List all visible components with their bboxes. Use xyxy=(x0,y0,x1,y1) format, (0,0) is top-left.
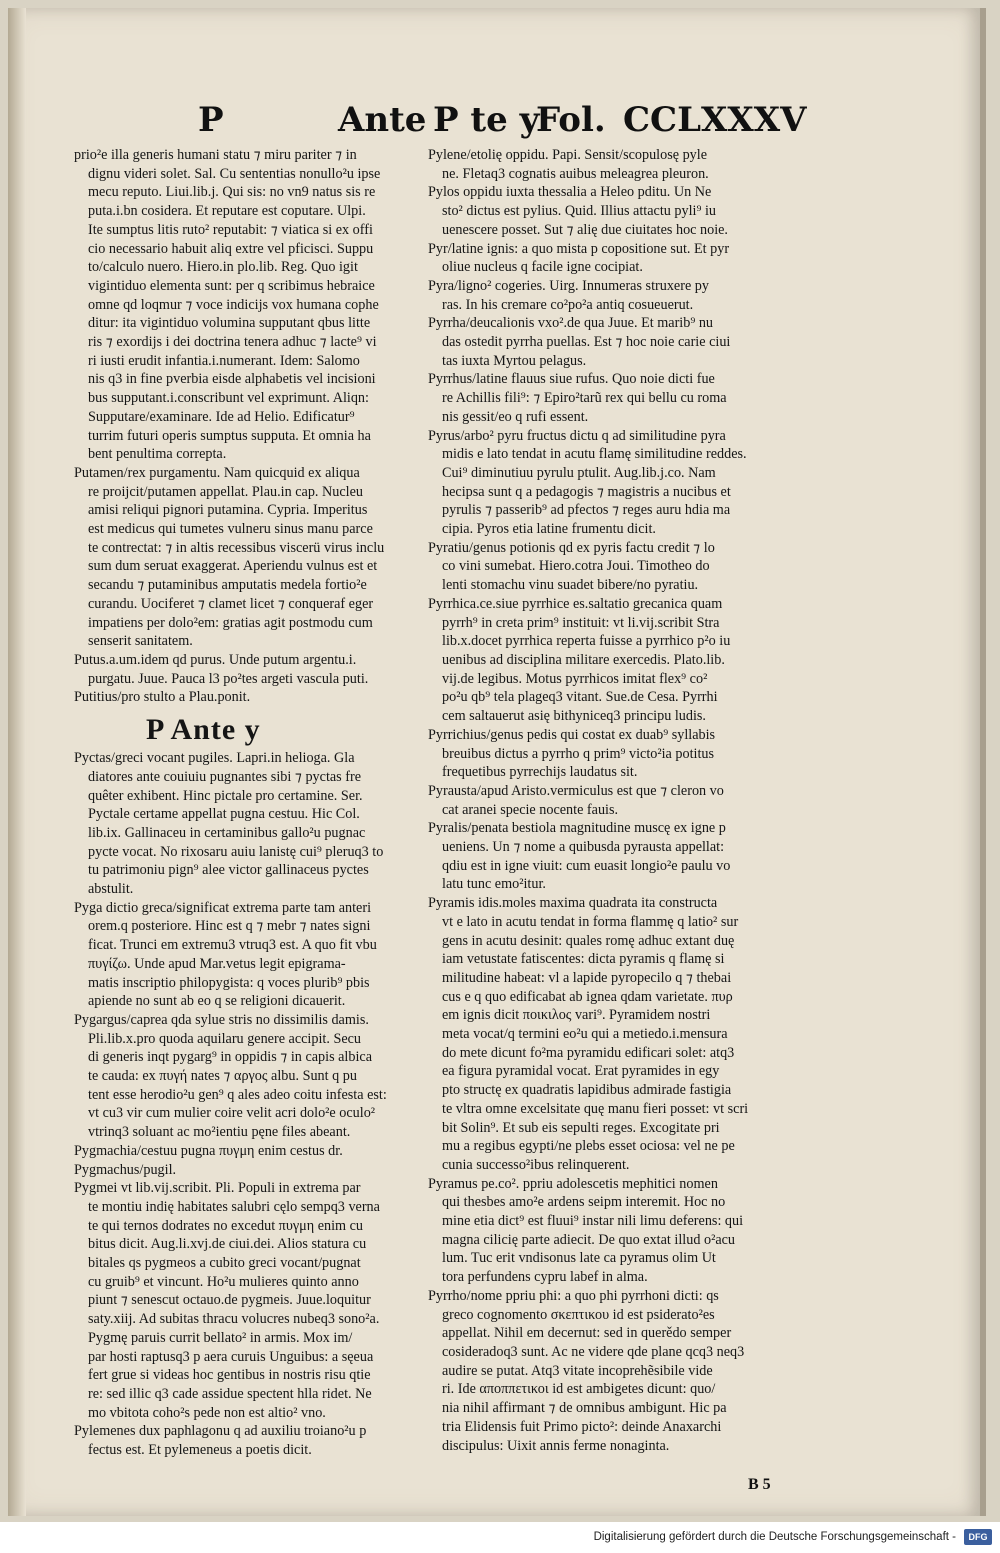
entry-line: uenibus ad disciplina militare exercedis. Plato.lib. xyxy=(442,651,725,668)
entry-line: qui thesbes amo²e ardens seipm interemit. Hoc no xyxy=(442,1194,726,1211)
entry-line: sto² dictus est pylius. Quid. Illius attactu pyli⁹ iu xyxy=(442,203,717,220)
entry-line: impatiens per dolo²em: gratias agit postmodu cum xyxy=(88,614,373,631)
dictionary-entry xyxy=(428,183,796,239)
dictionary-entry xyxy=(74,749,414,899)
entry-line: tent esse herodio²u gen⁹ q ales adeo coitu infesta est: xyxy=(88,1086,387,1103)
entry-line: em ignis dicit ποικιλος vari⁹. Pyramidem nostri xyxy=(442,1007,711,1024)
entry-line: Pyctale certame appellat pugna cestuu. Hic Col. xyxy=(88,806,360,823)
entry-line: vigintiduo elementa sunt: per q scribimus hebraice xyxy=(88,277,375,294)
entry-line: appellat. Nihil em decernut: sed in querědo semper xyxy=(442,1325,732,1342)
footer-text: Digitalisierung gefördert durch die Deutsche Forschungsgemeinschaft - xyxy=(593,1531,956,1543)
entry-line: mecu reputo. Liui.lib.j. Qui sis: no vn9 natus sis re xyxy=(88,184,376,201)
entry-line: Pyratiu/genus potionis qd ex pyris factu credit ⁊ lo xyxy=(428,539,715,556)
dictionary-entry xyxy=(428,1287,796,1455)
entry-line: fert grue si videas hoc gentibus in nostris risu qtie xyxy=(88,1367,371,1384)
entry-line: bus supputant.i.conscribunt vel exprimunt. Aliqn: xyxy=(88,390,369,407)
dictionary-entry xyxy=(428,595,796,726)
entry-line: bent penultima correpta. xyxy=(88,446,227,463)
entry-line: frequetibus pyrrechijs laudatus sit. xyxy=(442,764,638,781)
entry-line: quêter exhibent. Hinc pictale pro certamine. Ser. xyxy=(88,787,363,804)
entry-line: gens in acutu desinit: quales romę adhuc extant duę xyxy=(442,932,735,949)
dictionary-entry xyxy=(428,370,796,426)
entry-line: lib.ix. Gallinaceu in certaminibus gallo²u pugnac xyxy=(88,824,366,841)
entry-line: vt cu3 vir cum mulier coire velit acri dolo²e oculo² xyxy=(88,1105,376,1122)
entry-line: diatores ante couiuiu pugnantes sibi ⁊ pyctas fre xyxy=(88,768,361,785)
entry-line: Pyrrhus/latine flauus siue rufus. Quo noie dicti fue xyxy=(428,371,715,388)
entry-line: mu a regibus egypti/ne plebs esset ociosa: vel ne pe xyxy=(442,1138,735,1155)
entry-line: te cauda: ex πυγή nates ⁊ αργος albu. Sunt q pu xyxy=(88,1068,357,1085)
entry-line: purgatu. Juue. Pauca l3 po²tes argeti vascula puti. xyxy=(88,670,369,687)
entry-line: cu gruib⁹ et vincunt. Ho²u mulieres quinto anno xyxy=(88,1273,359,1290)
dictionary-entry xyxy=(74,464,414,651)
dictionary-entry xyxy=(428,427,796,539)
entry-line: breuibus dictus a pyrrho q prim⁹ victo²ia potitus xyxy=(442,745,715,762)
dictionary-entry xyxy=(74,651,414,688)
entry-line: po²u qb⁹ tela plageq3 vitant. Sue.de Cesa. Pyrrhi xyxy=(442,689,718,706)
dictionary-entry xyxy=(428,314,796,370)
entry-line: audire se putat. Atq3 vitate incoprehẽsibile vide xyxy=(442,1362,713,1379)
dictionary-entry xyxy=(74,1422,414,1459)
entry-line: ea figura pyramidal vocat. Erat pyramides in egy xyxy=(442,1063,720,1080)
entry-line: Putitius/pro stulto a Plau.ponit. xyxy=(74,689,251,706)
entry-line: Pygargus/caprea qda sylue stris no dissimilis damis. xyxy=(74,1011,369,1028)
entry-line: vij.de legibus. Motus pyrrhicos imitat flex⁹ co² xyxy=(442,670,708,687)
entry-line: cipia. Pyros etia latine frumentu dicit. xyxy=(442,521,656,538)
entry-line: cem saltauerut asię bithyniceq3 principu ludis. xyxy=(442,708,706,725)
entry-line: Putus.a.um.idem qd purus. Unde putum argentu.i. xyxy=(74,651,357,668)
entry-line: lenti stomachu vinu suadet bibere/no pyratiu. xyxy=(442,577,699,594)
entry-line: das ostedit pyrrha puellas. Est ⁊ hoc noie carie ciui xyxy=(442,334,731,351)
right-entries xyxy=(428,146,796,1455)
entry-line: prio²e illa generis humani statu ⁊ miru pariter ⁊ in xyxy=(74,147,357,163)
entry-line: Pygmei vt lib.vij.scribit. Pli. Populi in extrema par xyxy=(74,1180,361,1197)
entry-line: tas iuxta Myrtou pelagus. xyxy=(442,352,587,369)
entry-line: Pygmachus/pugil. xyxy=(74,1161,177,1178)
entry-line: discipulus: Uixit annis ferme nonaginta. xyxy=(442,1437,670,1454)
entry-line: Pyga dictio greca/significat extrema parte tam anteri xyxy=(74,899,372,916)
entry-line: senserit sanitatem. xyxy=(88,633,193,650)
dictionary-entry xyxy=(74,899,414,1011)
entry-line: saty.xiij. Ad subitas thracu volucres nubeq3 sono²a. xyxy=(88,1311,380,1328)
entry-line: pycte vocat. No rixosaru auiu lanistę cui⁹ pleruq3 to xyxy=(88,843,384,860)
entry-line: fectus est. Et pylemeneus a poetis dicit. xyxy=(88,1442,312,1459)
dictionary-entry xyxy=(74,688,414,707)
entry-line: mo vbitota coho²s pede non est altio² vno. xyxy=(88,1404,326,1421)
entry-line: magna cilicię parte adiecit. De quo extat illud o²acu xyxy=(442,1231,736,1248)
entry-line: ri. Ide αποππετικοι id est ambigetes dicunt: quo/ xyxy=(442,1381,716,1398)
entry-line: co vini sumebat. Hiero.cotra Joui. Timotheo do xyxy=(442,558,710,575)
entry-line: te vltra omne excelsitate quę manu fieri posset: vt scri xyxy=(442,1100,749,1117)
entry-line: Pyrus/arbo² pyru fructus dictu q ad similitudine pyra xyxy=(428,427,726,444)
entry-line: Pyralis/penata bestiola magnitudine muscę ex igne p xyxy=(428,820,726,837)
entry-line: vtrinq3 soluant ac mo²ientiu pęne files abeant. xyxy=(88,1124,351,1141)
entry-line: nia nihil affirmant ⁊ de omnibus ambigunt. Hic pa xyxy=(442,1400,727,1417)
entry-line: bitales qs pygmeos a cubito greci vocant/pugnat xyxy=(88,1255,361,1272)
entry-line: abstulit. xyxy=(88,881,134,898)
entry-line: Pyrausta/apud Aristo.vermiculus est que ⁊ cleron vo xyxy=(428,782,724,799)
entry-line: curandu. Uociferet ⁊ clamet licet ⁊ conqueraf eger xyxy=(88,595,374,612)
entry-line: pyrrh⁹ in creta prim⁹ instituit: vt li.vij.scribit Stra xyxy=(442,614,720,631)
entry-line: ditur: ita vigintiduo volumina supputant qbus litte xyxy=(88,315,371,332)
entry-line: meta vocat/q termini eo²u qui a metiedo.i.mensura xyxy=(442,1026,728,1043)
entry-line: par hosti raptusq3 p aera curuis Unguibus: a sęeua xyxy=(88,1348,374,1365)
entry-line: re proijcit/putamen appellat. Plau.in cap. Nucleu xyxy=(88,483,363,500)
entry-line: Pli.lib.x.pro quoda aquilaru genere accipit. Secu xyxy=(88,1030,362,1047)
dictionary-entry xyxy=(74,1011,414,1142)
entry-line: Pyrrha/deucalionis vxo².de qua Juue. Et marib⁹ nu xyxy=(428,315,714,332)
entry-line: re: sed illic q3 cade assidue spectent hlla ridet. Ne xyxy=(88,1386,372,1402)
entry-line: latu tunc emo²itur. xyxy=(442,876,546,893)
entry-line: qdiu est in igne viuit: cum euasit longio²e paulu vo xyxy=(442,857,731,874)
entry-line: ficat. Trunci em extremu3 vtruq3 est. A quo fit vbu xyxy=(88,937,377,954)
entry-line: Pyramis idis.moles maxima quadrata ita constructa xyxy=(428,895,718,912)
entry-line: piunt ⁊ senescut octauo.de pygmeis. Juue.loquitur xyxy=(88,1292,371,1309)
entry-line: vt e lato in acutu tendat in forma flammę q latio² sur xyxy=(442,913,739,930)
entry-line: te montiu indię habitates salubri cęlo sempq3 verna xyxy=(88,1198,380,1215)
header-letter-left: P xyxy=(198,100,224,140)
entry-line: lib.x.docet pyrrhica reperta fuisse a pyrrhico p²o iu xyxy=(442,633,731,650)
entry-line: ri iusti erudit infantia.i.numerant. Idem: Salomo xyxy=(88,352,360,369)
entry-line: Pyrrichius/genus pedis qui costat ex duab⁹ syllabis xyxy=(428,726,716,743)
entry-line: bitus dicit. Aug.li.xvj.de ciui.dei. Alios statura cu xyxy=(88,1236,367,1253)
header-letters-mid: P te y xyxy=(433,100,540,140)
entry-line: cunia successo²ibus relinquerent. xyxy=(442,1156,630,1173)
entry-line: orem.q posteriore. Hinc est q ⁊ mebr ⁊ nates signi xyxy=(88,918,371,935)
right-column xyxy=(428,146,796,1455)
entry-line: tu patrimoniu pign⁹ alee victor gallinaceus pyctes xyxy=(88,862,369,879)
entry-line: militudine habeat: vl a lapide pyropecilo q ⁊ thebai xyxy=(442,969,732,986)
entry-line: Supputare/examinare. Ide ad Helio. Edificatur⁹ xyxy=(88,408,355,425)
entry-line: Pygmachia/cestuu pugna πυγμη enim cestus dr. xyxy=(74,1142,343,1159)
header-folio-number: CCLXXXV xyxy=(623,100,807,140)
entry-line: te qui ternos dodrates no excedut πυγμη enim cu xyxy=(88,1217,364,1234)
dictionary-entry xyxy=(428,240,796,277)
entry-line: Pylemenes dux paphlagonu q ad auxiliu troiano²u p xyxy=(74,1423,367,1440)
entry-line: midis e lato tendat in acutu flamę similitudine reddes. xyxy=(442,446,747,463)
entry-line: secandu ⁊ putaminibus amputatis medela fortio²e xyxy=(88,577,367,594)
entry-line: ne. Fletaq3 cognatis auibus meleagrea pleuron. xyxy=(442,165,709,182)
header-ante: Ante xyxy=(338,100,427,140)
entry-line: amisi reliqui pignori putamina. Cypria. Imperitus xyxy=(88,502,368,519)
entry-line: Pyctas/greci vocant pugiles. Lapri.in helioga. Gla xyxy=(74,750,355,767)
entry-line: Pyrrhica.ce.siue pyrrhice es.saltatio grecanica quam xyxy=(428,595,723,612)
entry-line: Pylene/etolię oppidu. Papi. Sensit/scopulosę pyle xyxy=(428,147,707,163)
entry-line: uenescere posset. Sut ⁊ alię due ciuitates hoc noie. xyxy=(442,221,728,238)
entry-line: tora perfundens cypru labef in alma. xyxy=(442,1269,648,1286)
dictionary-entry xyxy=(428,894,796,1175)
entry-line: di generis inqt pygarg⁹ in oppidis ⁊ in capis albica xyxy=(88,1049,373,1066)
dictionary-entry xyxy=(428,819,796,894)
entry-line: ueniens. Un ⁊ nome a quibusda pyrausta appellat: xyxy=(442,839,725,856)
entry-line: cus e q quo edificabat ab ignea qdam varietate. πυρ xyxy=(442,988,733,1005)
entry-line: Pyr/latine ignis: a quo mista p copositione sut. Et pyr xyxy=(428,240,730,257)
entry-line: nis q3 in fine pverbia eisde alphabetis vel incisioni xyxy=(88,371,376,388)
dictionary-entry xyxy=(428,726,796,782)
entry-line: to/calculo nuero. Hiero.in plo.lib. Reg. Quo igit xyxy=(88,259,358,276)
entry-line: iam vetustate fatiscentes: dicta pyramis q flamę si xyxy=(442,951,725,968)
entry-line: bit Solin⁹. Et sub eis sepulti reges. Excogitate pri xyxy=(442,1119,720,1136)
dictionary-entry xyxy=(74,1179,414,1422)
entry-line: pto structę ex quadratis lapidibus admirade fastigia xyxy=(442,1082,732,1099)
left-entries xyxy=(74,146,414,707)
dfg-logo: DFG xyxy=(964,1529,992,1545)
entry-line: Ite sumptus litis ruto² reputabit: ⁊ viatica si ex offi xyxy=(88,221,373,238)
entry-line: nis gessit/eo q rufi essent. xyxy=(442,408,589,425)
entry-line: Pylos oppidu iuxta thessalia a Heleo pditu. Un Ne xyxy=(428,184,712,201)
entry-line: puta.i.bn cosidera. Et reputare est coputare. Ulpi. xyxy=(88,203,366,220)
entry-line: Cui⁹ diminutiuu pyrulu ptulit. Aug.lib.j.co. Nam xyxy=(442,464,716,481)
entry-line: mine etia dict⁹ est fluui⁹ instar nili limu deferens: qui xyxy=(442,1213,744,1230)
dictionary-entry xyxy=(428,277,796,314)
signature-mark: B 5 xyxy=(748,1476,771,1493)
entry-line: Pyramus pe.co². ppriu adolescetis mephitici nomen xyxy=(428,1175,718,1192)
entry-line: hecipsa sunt q a pedagogis ⁊ magistris a nucibus et xyxy=(442,483,731,500)
entry-line: matis inscriptio philopygista: q voces plurib⁹ pbis xyxy=(88,974,370,991)
entry-line: omne qd loqmur ⁊ voce indicijs vox humana cophe xyxy=(88,296,379,313)
dictionary-entry xyxy=(74,1142,414,1161)
running-header xyxy=(8,100,980,150)
entry-line: apiende no sunt ab eo q se religioni dicauerit. xyxy=(88,993,346,1010)
section-subheading: P Ante y xyxy=(146,713,261,747)
dictionary-entry xyxy=(428,1175,796,1287)
entry-line: cat aranei specie nocente fauis. xyxy=(442,801,619,818)
entry-line: te contrectat: ⁊ in altis recessibus viscerü virus inclu xyxy=(88,539,385,556)
entry-line: Pyra/ligno² cogeries. Uirg. Innumeras struxere py xyxy=(428,277,709,294)
entry-line: ris ⁊ exordijs i dei doctrina tenera adhuc ⁊ lacte⁹ vi xyxy=(88,334,377,351)
entry-line: πυγίζω. Unde apud Mar.vetus legit epigrama- xyxy=(88,955,346,972)
book-page xyxy=(8,8,986,1516)
entry-line: oliue nucleus q facile igne cocipiat. xyxy=(442,259,643,276)
entry-line: greco cognomento σκεπτικου id est psiderato²es xyxy=(442,1306,715,1323)
dictionary-entry xyxy=(74,1161,414,1180)
entry-line: tria Elidensis fuit Primo picto²: deinde Anaxarchi xyxy=(442,1418,722,1435)
entry-line: pyrulis ⁊ passerib⁹ ad pfectos ⁊ reges auru hdia ma xyxy=(442,502,731,519)
entry-line: ras. In his cremare co²po²a antiq cosueuerut. xyxy=(442,296,694,313)
entry-line: sum dum seruat exaggerat. Aperiendu vulnus est et xyxy=(88,558,378,575)
left-column xyxy=(74,146,414,1460)
entry-line: do mete dicunt fo²ma pyramidu edificari solet: atq3 xyxy=(442,1044,735,1061)
entry-line: Pyrrho/nome ppriu phi: a quo phi pyrrhoni dicti: qs xyxy=(428,1287,719,1304)
entry-line: cio necessario habuit aliq extre vel pficisci. Suppu xyxy=(88,240,374,257)
entry-line: Putamen/rex purgamentu. Nam quicquid ex aliqua xyxy=(74,464,360,481)
header-fol: Fol. xyxy=(536,100,606,140)
left-entries-2 xyxy=(74,749,414,1460)
dictionary-entry xyxy=(74,146,414,464)
entry-line: re Achillis fili⁹: ⁊ Epiro²tarũ rex qui bellu cu roma xyxy=(442,390,727,407)
entry-line: lum. Tuc erit vndisonus late ca pyramus olim Ut xyxy=(442,1250,716,1267)
entry-line: turrim futuri operis sumptus supputa. Et omnia ha xyxy=(88,427,371,444)
footer-bar xyxy=(0,1522,1000,1553)
dictionary-entry xyxy=(428,539,796,595)
entry-line: dignu videri solet. Sal. Cu sententias nonullo²u ipse xyxy=(88,165,381,182)
entry-line: Pygmę paruis currit bellato² in armis. Mox im/ xyxy=(88,1329,353,1346)
dictionary-entry xyxy=(428,782,796,819)
page-gutter xyxy=(8,8,26,1516)
dictionary-entry xyxy=(428,146,796,183)
entry-line: cosideradoq3 sunt. Ac ne videre qde plane qcq3 neq3 xyxy=(442,1344,745,1360)
entry-line: est medicus qui tumetes vulneru sinus manu parce xyxy=(88,521,373,538)
